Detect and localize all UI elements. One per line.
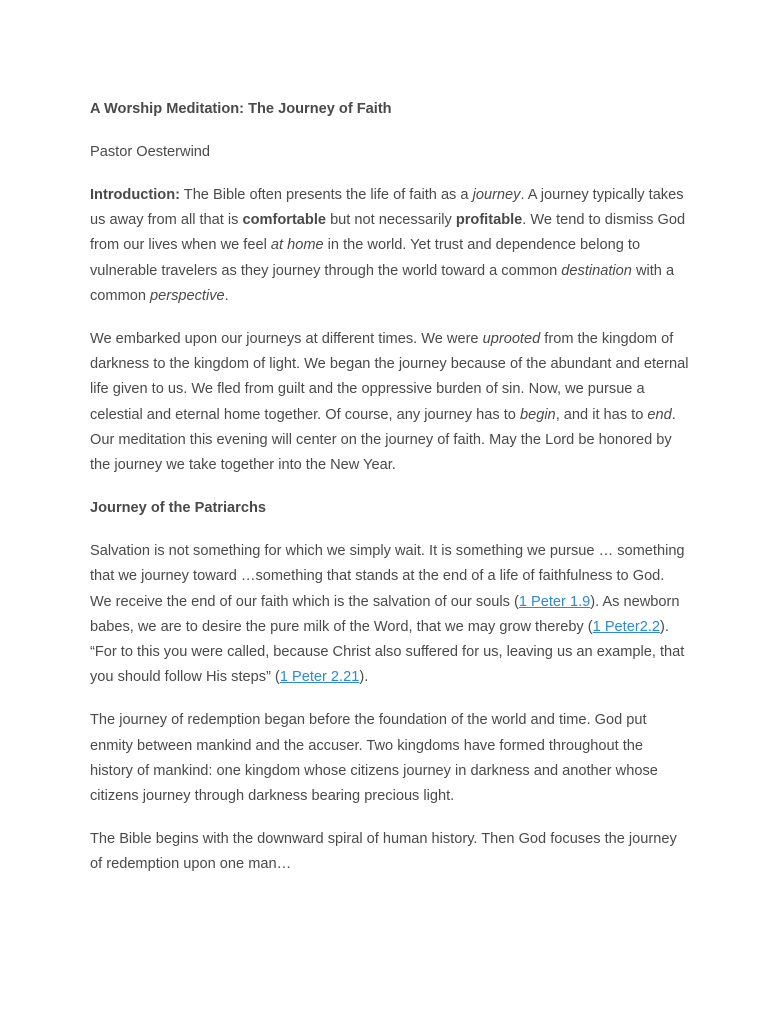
emphasis-text: destination — [561, 262, 632, 279]
emphasis-text: journey — [472, 187, 521, 203]
text-run: . A journey typically takes us away from all that is — [90, 187, 684, 229]
text-run: . Our meditation this evening will center on the journey of faith. May the Lord be honored by the journey we take together into the New Year. — [90, 406, 676, 474]
text-run: The Bible often presents the life of faith as a — [179, 187, 473, 203]
document-content — [90, 97, 690, 878]
text-run: in the world. Yet trust and dependence belong to vulnerable travelers as they journey through the world toward a common — [90, 237, 641, 279]
introduction-paragraph — [90, 183, 690, 309]
emphasis-text: at home — [270, 237, 324, 254]
document-title: A Worship Meditation: The Journey of Faith — [90, 101, 392, 117]
text-run: . — [224, 287, 229, 304]
section-heading-patriarchs: Journey of the Patriarchs — [90, 500, 266, 517]
text-run: ). As newborn babes, we are to desire the pure milk of the Word, that we may grow thereby ( — [90, 593, 680, 635]
redemption-paragraph: The journey of redemption began before the foundation of the world and time. God put enmity between mankind and the accuser. Two kingdoms have formed throughout the history of mankind: one kingdom whose citizens journey in darkness and another whose citizens journey through darkness bearing precious light. — [90, 712, 658, 805]
scripture-link-1-peter-2-2[interactable]: 1 Peter2.2 — [592, 618, 660, 635]
salvation-paragraph — [90, 539, 690, 690]
emphasis-text: uprooted — [482, 331, 541, 348]
text-run: , and it has to — [555, 406, 648, 423]
scripture-link-1-peter-2-21[interactable]: 1 Peter 2.21 — [279, 669, 360, 686]
text-run: ). — [359, 669, 369, 686]
emphasis-text: perspective — [150, 287, 225, 304]
introduction-label: Introduction: — [90, 187, 180, 203]
journeys-paragraph — [90, 327, 690, 478]
text-run: . We tend to dismiss God from our lives when we feel — [90, 212, 686, 254]
scripture-link-1-peter-1-9[interactable]: 1 Peter 1.9 — [518, 593, 591, 610]
emphasis-text: begin — [519, 406, 556, 423]
text-run: with a common — [90, 262, 675, 304]
bold-text: profitable — [455, 212, 523, 229]
text-run: ). “For to this you were called, because Christ also suffered for us, leaving us an example, that you should follow His steps” ( — [90, 618, 685, 686]
emphasis-text: end — [647, 406, 672, 423]
text-run: We embarked upon our journeys at different times. We were — [90, 331, 483, 348]
text-run: from the kingdom of darkness to the kingdom of light. We began the journey because of the abundant and eternal life given to us. We fled from guilt and the oppressive burden of sin. Now, we pursue a celestial and eternal home together. Of course, any journey has to — [90, 331, 689, 423]
document-author: Pastor Oesterwind — [90, 144, 211, 160]
text-run: but not necessarily — [326, 212, 456, 229]
text-run: Salvation is not something for which we simply wait. It is something we pursue … something that we journey toward …something that stands at the end of a life of faithfulness to God. We receive the end of our faith which is the salvation of our souls ( — [90, 543, 685, 610]
bible-begins-paragraph: The Bible begins with the downward spiral of human history. Then God focuses the journey of redemption upon one man… — [90, 831, 677, 873]
bold-text: comfortable — [242, 212, 327, 229]
